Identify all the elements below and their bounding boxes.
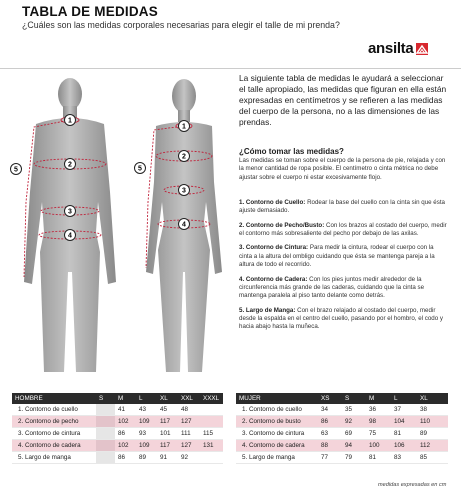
body-figures	[0, 72, 232, 377]
marker-4-male	[65, 230, 76, 241]
units-note: medidas expresadas en cm	[378, 482, 447, 488]
measure-neck: 1. Contorno de Cuello: Rodear la base del cuello con la cinta sin que ésta ajuste demasiado.	[239, 199, 445, 215]
table-row: 5. Largo de manga 86 89 91 92	[12, 452, 223, 464]
measure-chest: 2. Contorno de Pecho/Busto: Con los brazos al costado del cuerpo, medir el contorno más sobresaliente del pecho por debajo de las axilas.	[239, 221, 447, 238]
svg-text:4: 4	[68, 232, 72, 240]
intro-text: La siguiente tabla de medidas le ayudará a seleccionar el talle apropiado, las medidas que figuran en ella están expresadas en centímetros y se refieren a las medidas del cuerpo de la persona, no a las dimensiones de las prendas.	[239, 73, 447, 128]
marker-1-male	[65, 115, 76, 126]
svg-text:2: 2	[68, 161, 72, 169]
marker-5-female	[135, 163, 146, 174]
marker-2-female	[179, 151, 190, 162]
women-table-header: MUJER XS S M L XL	[236, 393, 448, 404]
svg-text:2: 2	[182, 153, 186, 161]
brand-logo	[368, 40, 428, 57]
women-size-table	[236, 393, 448, 464]
how-to-measure-title: ¿Cómo tomar las medidas?	[239, 147, 344, 156]
table-row: 1. Contorno de cuello 41 43 45 48	[12, 404, 223, 416]
table-row: 3. Contorno de cintura 63 69 75 81 89	[236, 428, 448, 440]
marker-1-female	[179, 121, 190, 132]
measure-waist: 3. Contorno de Cintura: Para medir la cintura, rodear el cuerpo con la cinta a la altura del ombligo cuidando que ésta se mantenga pareja a la altura de todo el recorrido.	[239, 244, 435, 269]
svg-text:5: 5	[138, 165, 142, 173]
svg-text:5: 5	[14, 166, 18, 174]
marker-3-female	[179, 185, 190, 196]
measure-hip: 4. Contorno de Cadera: Con los pies juntos medir alrededor de la circunferencia más grande de las caderas, cuidando que la cinta se mantenga paralela al piso tanto delante como detrás.	[239, 275, 425, 300]
table-row: 3. Contorno de cintura 86 93 101 111 115	[12, 428, 223, 440]
page-title: TABLA DE MEDIDAS	[22, 4, 158, 19]
table-row: 4. Contorno de cadera 88 94 100 106 112	[236, 440, 448, 452]
svg-text:4: 4	[182, 221, 186, 229]
how-to-measure-text: Las medidas se toman sobre el cuerpo de la persona de pie, relajada y con la menor cantidad de ropa posible. El centímetro o cinta métrica no debe ajustar sobre el cuerpo ni estar excesivamente flojo.	[239, 157, 446, 181]
measure-instructions	[239, 199, 447, 338]
men-table-header: HOMBRE S M L XL XXL XXXL	[12, 393, 223, 404]
logo-text: ansilta	[368, 40, 414, 57]
table-row: 5. Largo de manga 77 79 81 83 85	[236, 452, 448, 464]
marker-3-male	[65, 206, 76, 217]
table-row: 2. Contorno de pecho 102 109 117 127	[12, 416, 223, 428]
table-row: 4. Contorno de cadera 102 109 117 127 131	[12, 440, 223, 452]
svg-text:3: 3	[68, 208, 72, 216]
svg-text:3: 3	[182, 187, 186, 195]
svg-text:1: 1	[68, 117, 72, 125]
men-size-table	[12, 393, 223, 464]
mountain-logo-icon	[416, 43, 428, 55]
page-subtitle: ¿Cuáles son las medidas corporales necesarias para elegir el talle de mi prenda?	[22, 20, 340, 30]
table-row: 1. Contorno de cuello 34 35 36 37 38	[236, 404, 448, 416]
table-row: 2. Contorno de busto 86 92 98 104 110	[236, 416, 448, 428]
page-header	[0, 0, 461, 69]
svg-text:1: 1	[182, 123, 186, 131]
marker-4-female	[179, 219, 190, 230]
marker-2-male	[65, 159, 76, 170]
marker-5-male	[11, 164, 22, 175]
measure-sleeve: 5. Largo de Manga: Con el brazo relajado al costado del cuerpo, medir desde la espalda en el centro del cuello, pasando por el hombro, el codo y hacia abajo hasta la muñeca.	[239, 306, 443, 331]
